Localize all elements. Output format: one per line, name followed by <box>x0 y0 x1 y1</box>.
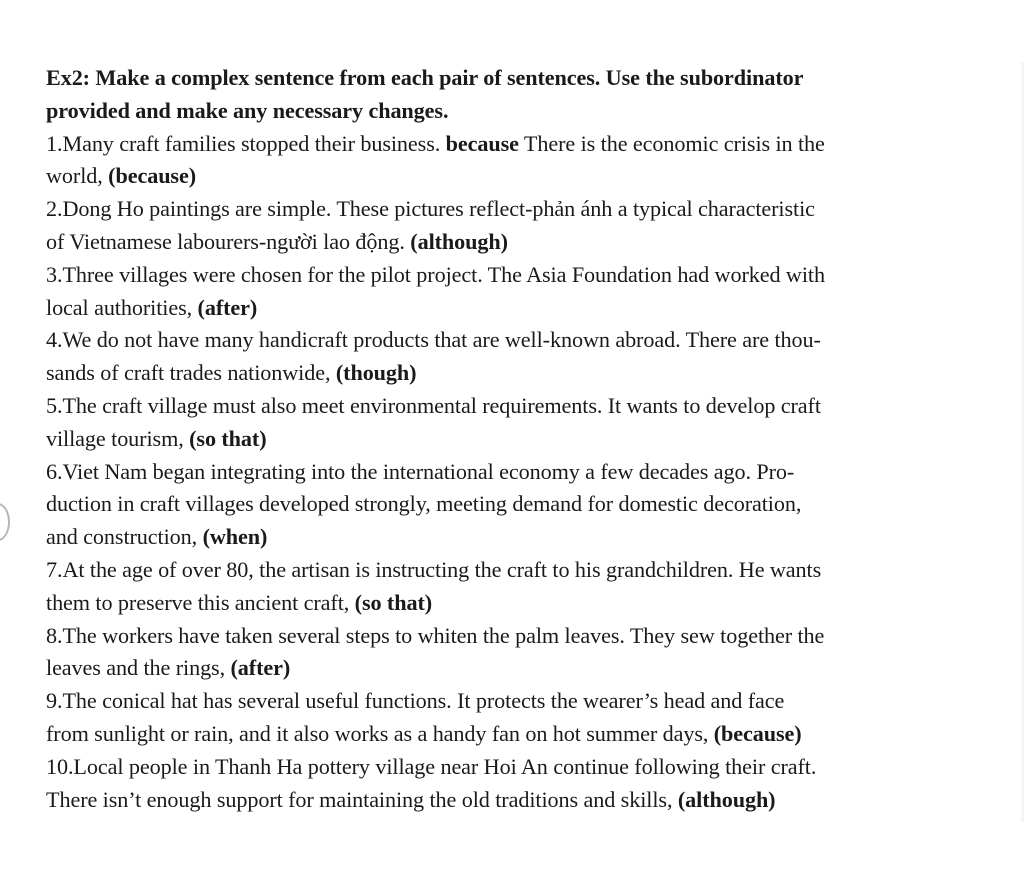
exercise-heading-line-1: Ex2: Make a complex sentence from each pair of sentences. Use the subordinator <box>46 65 804 90</box>
item-10-subordinator: (although) <box>677 786 776 812</box>
item-4-subordinator: (though) <box>335 360 417 386</box>
item-9-subordinator: (because) <box>713 720 802 746</box>
item-10-line-2 <box>46 784 966 817</box>
exercise-page <box>46 62 966 816</box>
item-5-line-2-text: village tourism, <box>46 425 190 451</box>
item-1-line-2-text: world, <box>46 163 109 189</box>
item-3-subordinator: (after) <box>197 294 258 320</box>
item-7-subordinator: (so that) <box>354 589 433 615</box>
item-8-subordinator: (after) <box>230 655 291 681</box>
item-1-subordinator: (because) <box>108 163 197 189</box>
item-8-line-2 <box>46 652 966 685</box>
item-3-line-1: 3.Three villages were chosen for the pilot project. The Asia Foundation had worked with <box>46 261 825 287</box>
item-3-line-2 <box>46 292 966 325</box>
item-10-line-2-text: There isn’t enough support for maintaining the old traditions and skills, <box>46 786 678 812</box>
item-6-subordinator: (when) <box>202 524 268 550</box>
item-3-line-2-text: local authorities, <box>46 294 198 320</box>
item-9-line-2 <box>46 718 966 751</box>
item-7-line-1: 7.At the age of over 80, the artisan is instructing the craft to his grandchildren. He wants <box>46 556 822 582</box>
item-5-line-1: 5.The craft village must also meet environmental requirements. It wants to develop craft <box>46 392 821 418</box>
item-6-line-3 <box>46 521 966 554</box>
item-1-text-b: There is the economic crisis in the <box>518 130 825 156</box>
item-8-line-2-text: leaves and the rings, <box>46 655 231 681</box>
item-8-line-1: 8.The workers have taken several steps to whiten the palm leaves. They sew together the <box>46 622 825 648</box>
item-4-line-2 <box>46 357 966 390</box>
item-7-line-2-text: them to preserve this ancient craft, <box>46 589 355 615</box>
item-4-line-2-text: sands of craft trades nationwide, <box>46 360 336 386</box>
item-1-line-2 <box>46 160 966 193</box>
item-2-subordinator: (although) <box>410 228 508 254</box>
edge-circle-decoration <box>0 503 10 541</box>
item-5-line-2 <box>46 423 966 456</box>
item-10-line-1: 10.Local people in Thanh Ha pottery village near Hoi An continue following their craft. <box>46 753 817 779</box>
item-6-line-2: duction in craft villages developed strongly, meeting demand for domestic decoration, <box>46 491 802 517</box>
item-2-line-1: 2.Dong Ho paintings are simple. These pictures reflect-phản ánh a typical characteristic <box>46 196 815 222</box>
item-9-line-1: 9.The conical hat has several useful functions. It protects the wearer’s head and face <box>46 688 785 714</box>
item-6-line-1: 6.Viet Nam began integrating into the international economy a few decades ago. Pro- <box>46 458 795 484</box>
item-9-line-2-text: from sunlight or rain, and it also works as a handy fan on hot summer days, <box>46 720 714 746</box>
item-1-inline-bold: because <box>445 130 519 156</box>
item-4-line-1: 4.We do not have many handicraft products that are well-known abroad. There are thou- <box>46 327 821 353</box>
item-1-line-1 <box>46 128 966 161</box>
item-6-line-3-text: and construction, <box>46 524 203 550</box>
exercise-heading-line-2: provided and make any necessary changes. <box>46 97 449 123</box>
item-2-line-2-text: of Vietnamese labourers-người lao động. <box>46 228 411 254</box>
item-2-line-2 <box>46 226 966 259</box>
item-1-text-a: 1.Many craft families stopped their business. <box>46 130 446 156</box>
item-5-subordinator: (so that) <box>189 425 267 451</box>
right-page-edge <box>1020 62 1024 822</box>
item-7-line-2 <box>46 587 966 620</box>
